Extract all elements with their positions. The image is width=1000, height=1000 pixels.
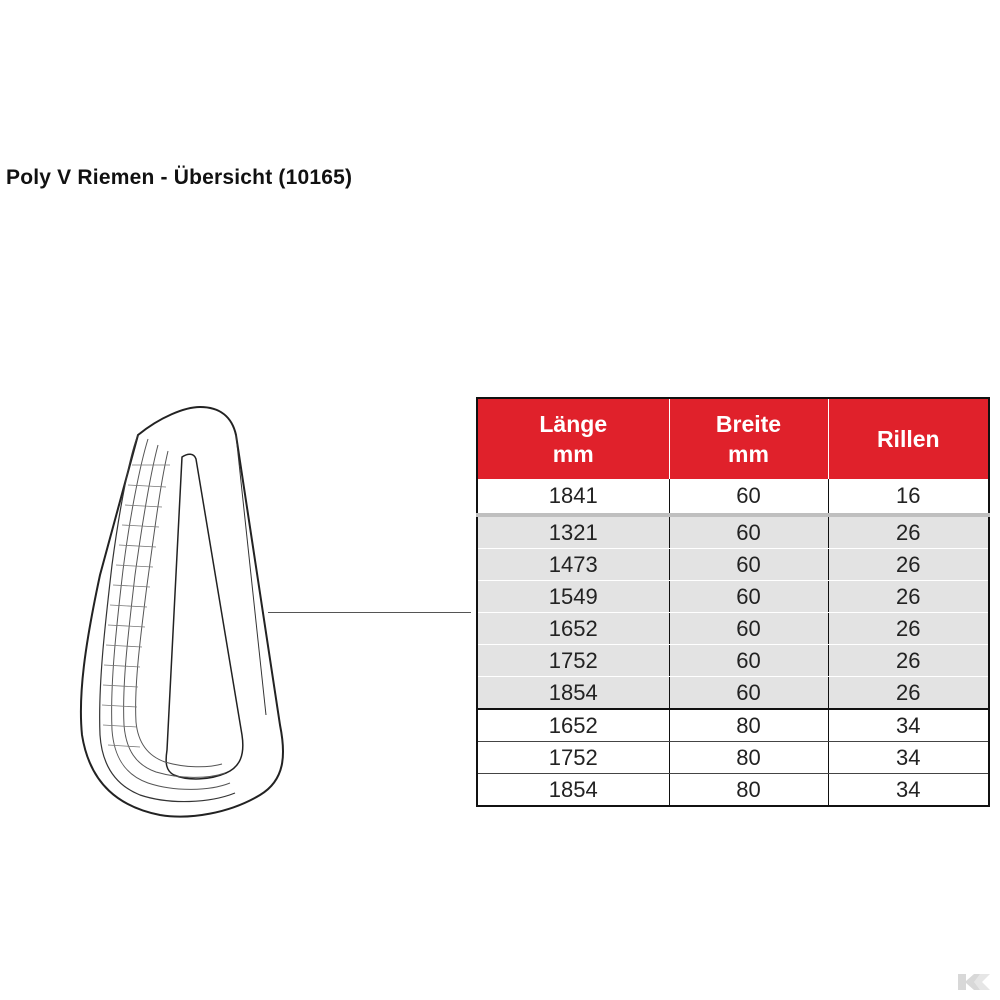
cell-rillen: 34 xyxy=(828,709,989,742)
cell-breite: 60 xyxy=(669,479,828,515)
cell-laenge: 1752 xyxy=(477,645,669,677)
table-row xyxy=(477,742,989,774)
cell-laenge: 1652 xyxy=(477,709,669,742)
table-row xyxy=(477,645,989,677)
header-rillen-label: Rillen xyxy=(876,426,940,452)
cell-laenge: 1854 xyxy=(477,677,669,710)
table-row xyxy=(477,774,989,807)
cell-breite: 60 xyxy=(669,613,828,645)
cell-laenge: 1652 xyxy=(477,613,669,645)
cell-laenge: 1841 xyxy=(477,479,669,515)
cell-laenge: 1321 xyxy=(477,515,669,549)
header-breite xyxy=(669,398,828,479)
table-header-row xyxy=(477,398,989,479)
cell-breite: 60 xyxy=(669,645,828,677)
header-laenge-unit: mm xyxy=(552,441,594,467)
cell-breite: 60 xyxy=(669,581,828,613)
cell-breite: 60 xyxy=(669,549,828,581)
table-row xyxy=(477,709,989,742)
cell-breite: 80 xyxy=(669,774,828,807)
belt-spec-table xyxy=(476,397,990,807)
cell-rillen: 26 xyxy=(828,549,989,581)
cell-laenge: 1549 xyxy=(477,581,669,613)
cell-rillen: 34 xyxy=(828,742,989,774)
header-laenge-label: Länge xyxy=(539,411,608,437)
table-row xyxy=(477,515,989,549)
page-title: Poly V Riemen - Übersicht (10165) xyxy=(6,166,353,189)
cell-rillen: 26 xyxy=(828,613,989,645)
table-row xyxy=(477,677,989,710)
cell-rillen: 34 xyxy=(828,774,989,807)
table-row xyxy=(477,613,989,645)
cell-rillen: 26 xyxy=(828,515,989,549)
cell-rillen: 26 xyxy=(828,677,989,710)
brand-logo-icon xyxy=(956,970,992,994)
cell-rillen: 16 xyxy=(828,479,989,515)
leader-line xyxy=(268,612,471,613)
cell-laenge: 1473 xyxy=(477,549,669,581)
table-row xyxy=(477,581,989,613)
cell-breite: 80 xyxy=(669,709,828,742)
cell-breite: 60 xyxy=(669,677,828,710)
header-laenge xyxy=(477,398,669,479)
cell-laenge: 1854 xyxy=(477,774,669,807)
poly-v-belt-illustration xyxy=(70,395,300,835)
header-breite-label: Breite xyxy=(715,411,782,437)
cell-breite: 60 xyxy=(669,515,828,549)
cell-breite: 80 xyxy=(669,742,828,774)
header-breite-unit: mm xyxy=(728,441,769,467)
header-rillen xyxy=(828,398,989,479)
table-row xyxy=(477,549,989,581)
cell-rillen: 26 xyxy=(828,645,989,677)
table-row xyxy=(477,479,989,515)
cell-laenge: 1752 xyxy=(477,742,669,774)
cell-rillen: 26 xyxy=(828,581,989,613)
